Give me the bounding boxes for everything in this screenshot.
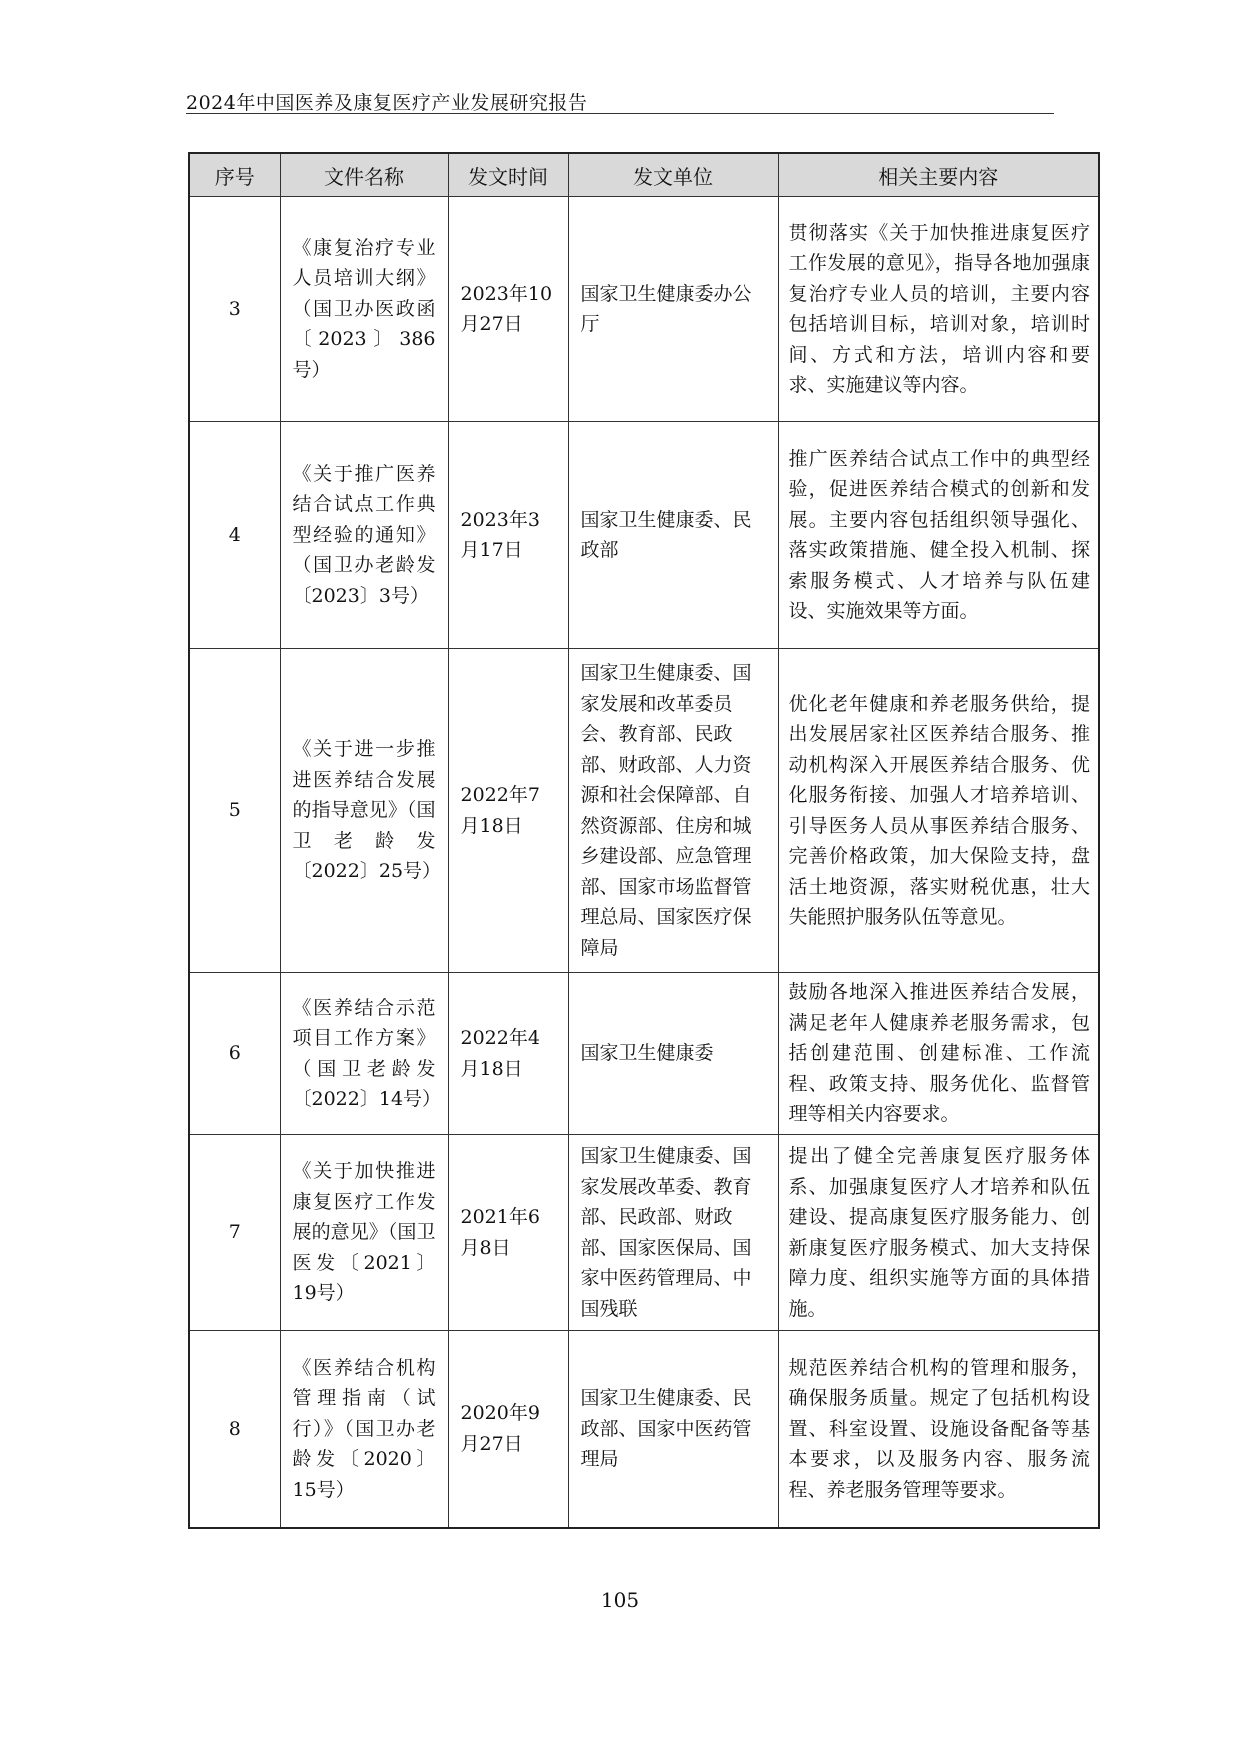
main-content: 规范医养结合机构的管理和服务，确保服务质量。规定了包括机构设置、科室设置、设施设备配备等基本要求，以及服务内容、服务流程、养老服务管理等要求。 [778,1331,1099,1528]
issuing-unit: 国家卫生健康委 [568,973,778,1135]
issue-date: 2023年3月17日 [448,422,568,649]
document-name: 《医养结合示范项目工作方案》（国卫老龄发〔2022〕14号） [280,973,448,1135]
issuing-unit: 国家卫生健康委、民政部、国家中医药管理局 [568,1331,778,1528]
page-number: 105 [600,1588,640,1612]
table-row [189,973,1099,1135]
main-content: 推广医养结合试点工作中的典型经验，促进医养结合模式的创新和发展。主要内容包括组织领导强化、落实政策措施、健全投入机制、探索服务模式、人才培养与队伍建设、实施效果等方面。 [778,422,1099,649]
issuing-unit: 国家卫生健康委办公厅 [568,197,778,422]
table-row [189,649,1099,973]
issuing-unit: 国家卫生健康委、国家发展和改革委员会、教育部、民政部、财政部、人力资源和社会保障部、自然资源部、住房和城乡建设部、应急管理部、国家市场监督管理总局、国家医疗保障局 [568,649,778,973]
row-number: 7 [189,1135,280,1331]
table-row [189,422,1099,649]
document-name: 《关于加快推进康复医疗工作发展的意见》（国卫医发〔2021〕19号） [280,1135,448,1331]
column-header-no: 序号 [189,153,280,197]
issue-date: 2021年6月8日 [448,1135,568,1331]
policy-table [188,152,1100,1529]
column-header-content: 相关主要内容 [778,153,1099,197]
main-content: 贯彻落实《关于加快推进康复医疗工作发展的意见》，指导各地加强康复治疗专业人员的培训，主要内容包括培训目标，培训对象，培训时间、方式和方法，培训内容和要求、实施建议等内容。 [778,197,1099,422]
main-content: 优化老年健康和养老服务供给，提出发展居家社区医养结合服务、推动机构深入开展医养结合服务、优化服务衔接、加强人才培养培训、引导医务人员从事医养结合服务、完善价格政策，加大保险支持，盘活土地资源，落实财税优惠，壮大失能照护服务队伍等意见。 [778,649,1099,973]
row-number: 4 [189,422,280,649]
table-row [189,1331,1099,1528]
issuing-unit: 国家卫生健康委、国家发展改革委、教育部、民政部、财政部、国家医保局、国家中医药管理局、中国残联 [568,1135,778,1331]
header-divider [186,113,1054,114]
document-name: 《康复治疗专业人员培训大纲》（国卫办医政函〔2023〕386号） [280,197,448,422]
table-header-row [189,153,1099,197]
row-number: 6 [189,973,280,1135]
table-row [189,197,1099,422]
issue-date: 2023年10月27日 [448,197,568,422]
row-number: 5 [189,649,280,973]
document-name: 《医养结合机构管理指南（试行）》（国卫办老龄发〔2020〕15号） [280,1331,448,1528]
column-header-name: 文件名称 [280,153,448,197]
main-content: 鼓励各地深入推进医养结合发展，满足老年人健康养老服务需求，包括创建范围、创建标准、工作流程、政策支持、服务优化、监督管理等相关内容要求。 [778,973,1099,1135]
document-name: 《关于推广医养结合试点工作典型经验的通知》（国卫办老龄发〔2023〕3号） [280,422,448,649]
document-name: 《关于进一步推进医养结合发展的指导意见》（国卫老龄发〔2022〕25号） [280,649,448,973]
issue-date: 2020年9月27日 [448,1331,568,1528]
issue-date: 2022年7月18日 [448,649,568,973]
issue-date: 2022年4月18日 [448,973,568,1135]
row-number: 3 [189,197,280,422]
column-header-date: 发文时间 [448,153,568,197]
main-content: 提出了健全完善康复医疗服务体系、加强康复医疗人才培养和队伍建设、提高康复医疗服务能力、创新康复医疗服务模式、加大支持保障力度、组织实施等方面的具体措施。 [778,1135,1099,1331]
page-header-title: 2024年中国医养及康复医疗产业发展研究报告 [186,92,588,114]
issuing-unit: 国家卫生健康委、民政部 [568,422,778,649]
column-header-unit: 发文单位 [568,153,778,197]
row-number: 8 [189,1331,280,1528]
table-row [189,1135,1099,1331]
